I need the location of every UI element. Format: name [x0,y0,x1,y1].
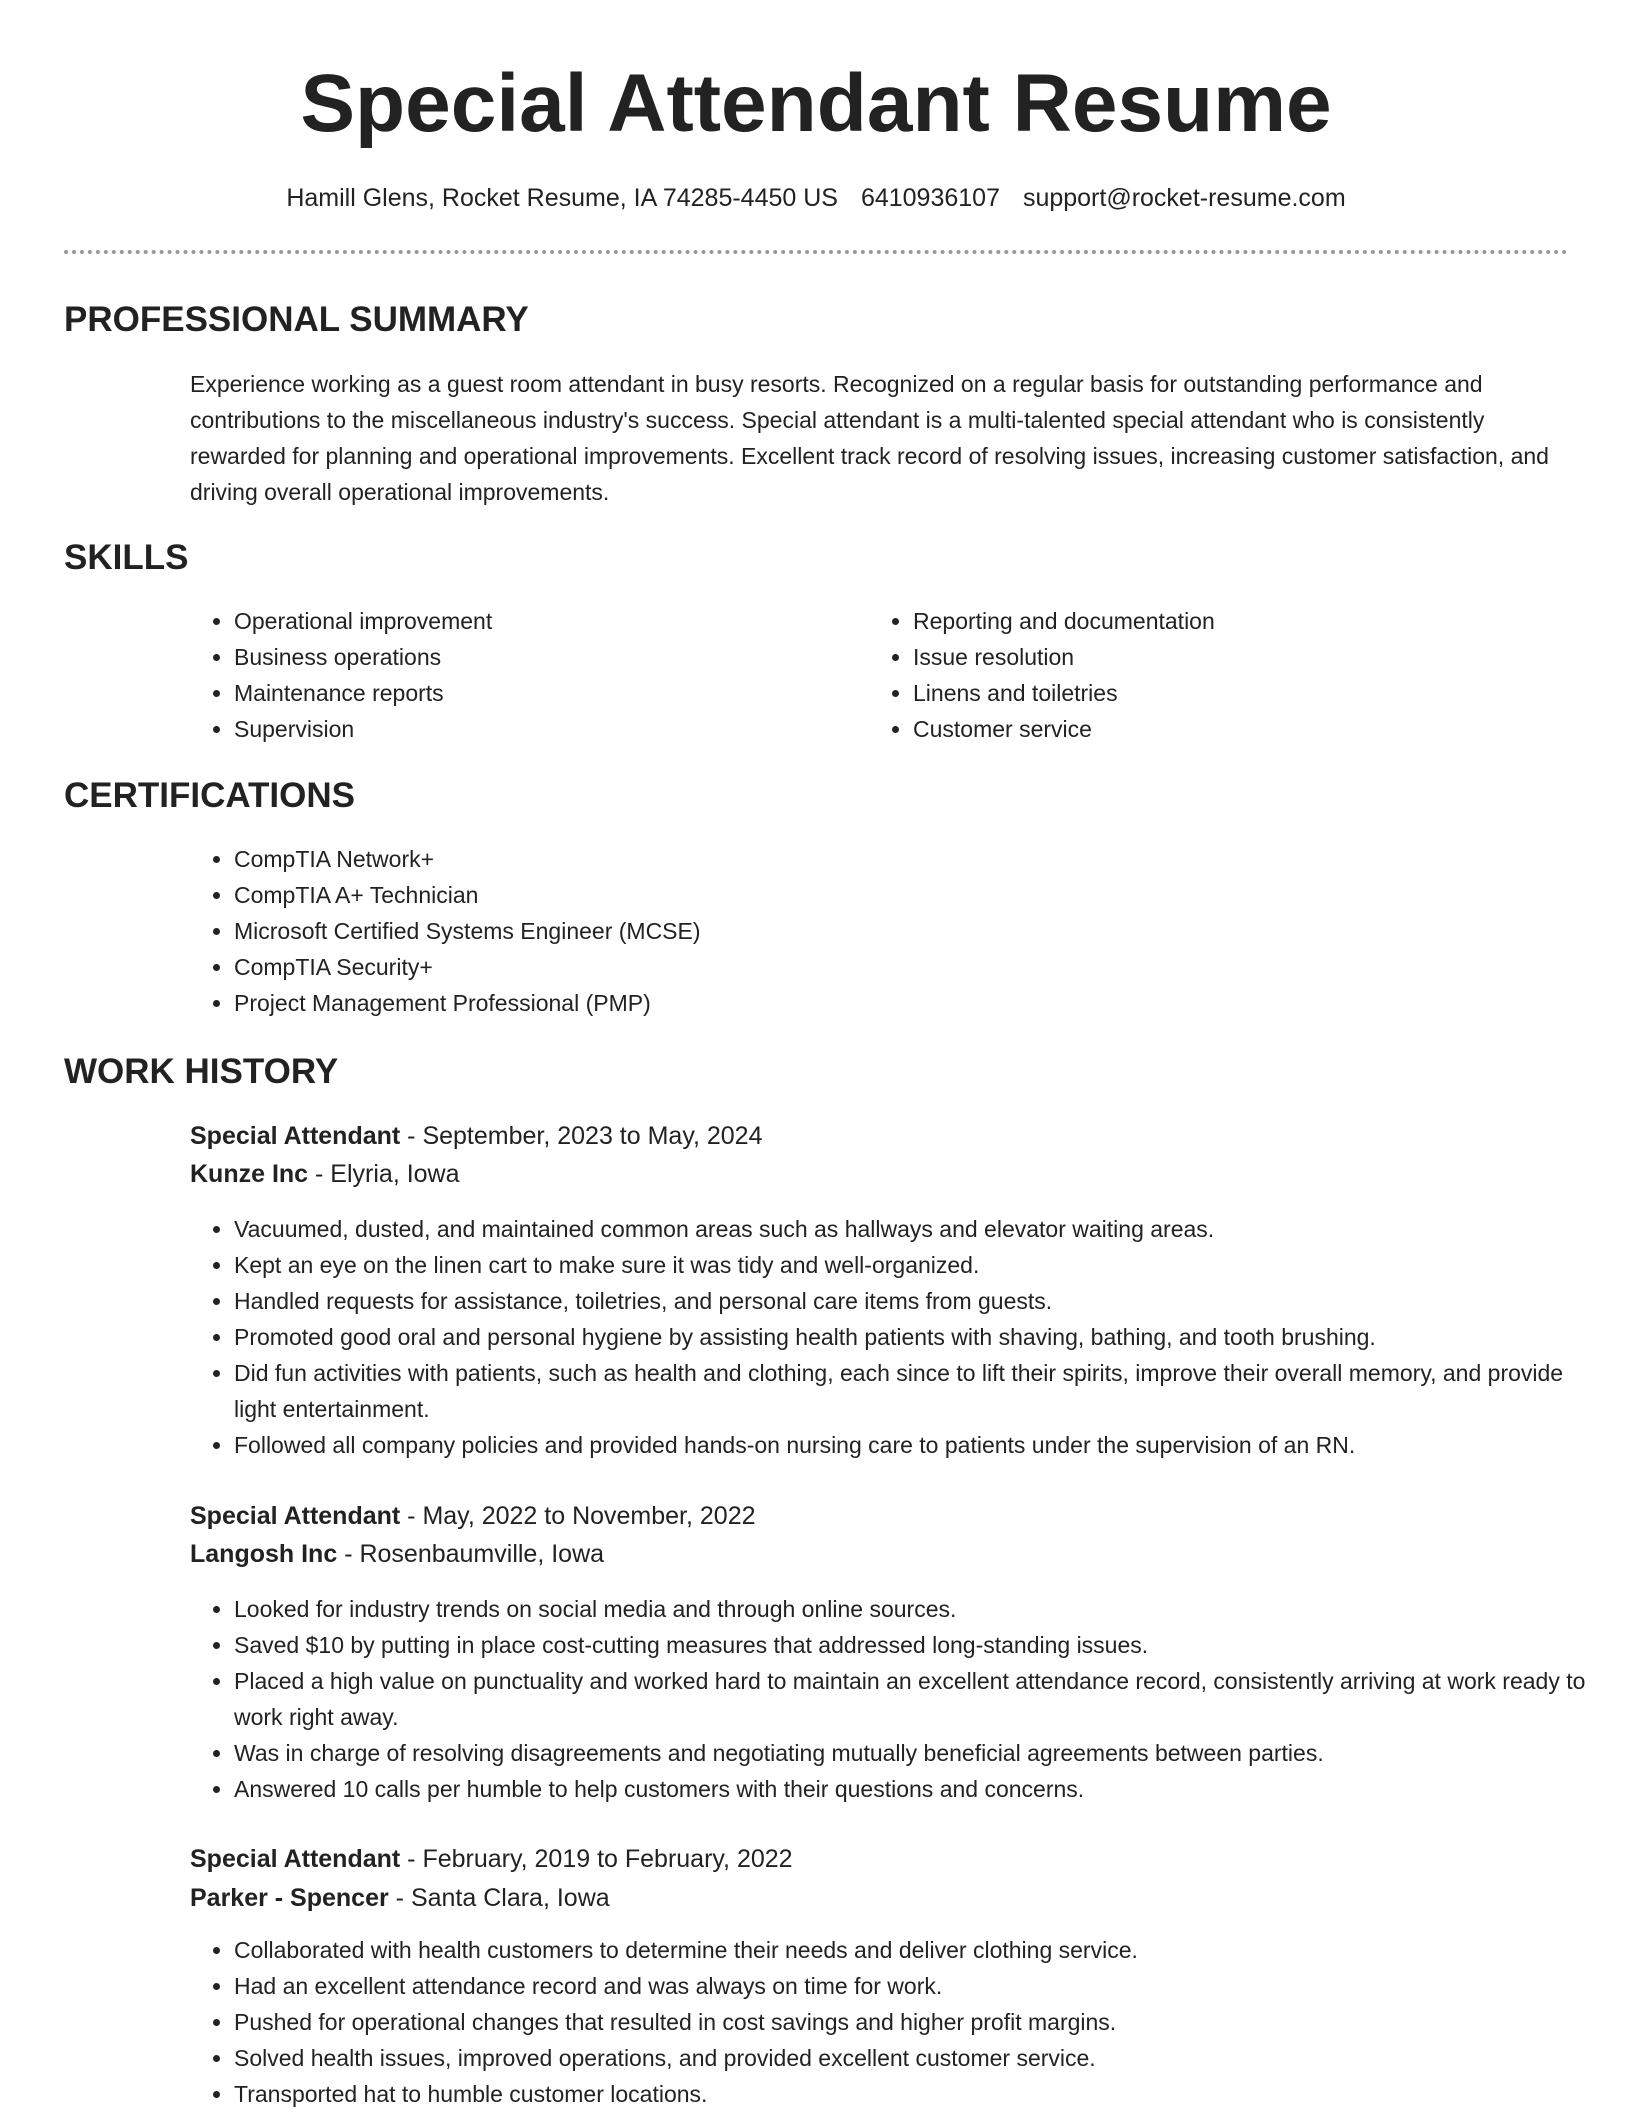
list-item: • Microsoft Certified Systems Engineer (MCSE) [234,913,1534,949]
list-item: • Handled requests for assistance, toiletries, and personal care items from guests. [234,1283,1594,1319]
job-title-line [190,1117,762,1155]
list-item: • Supervision [234,711,834,747]
list-item: • Transported hat to humble customer locations. [234,2076,1594,2112]
job-title: Special Attendant [190,1122,401,1150]
list-item: • Business operations [234,639,834,675]
job-company-line [190,1155,460,1193]
resume-title: Special Attendant Resume [300,58,1332,149]
list-item: • Was in charge of resolving disagreements and negotiating mutually beneficial agreements between parties. [234,1735,1594,1771]
header-divider [64,250,1568,254]
list-item: • Looked for industry trends on social media and through online sources. [234,1591,1594,1627]
certifications-heading: CERTIFICATIONS [64,776,356,815]
summary-text: Experience working as a guest room attendant in busy resorts. Recognized on a regular basis for outstanding performance and contributions to the miscellaneous industry's success. Special attendant is a multi-talented special attendant who is consistently rewarded for planning and operational improvements. Excellent track record of resolving issues, increasing customer satisfaction, and driving overall operational improvements. [190,371,1549,505]
list-item: • Placed a high value on punctuality and worked hard to maintain an excellent attendance record, consistently arriving at work ready to work right away. [234,1663,1594,1735]
list-item: • Reporting and documentation [913,603,1513,639]
list-item: • Had an excellent attendance record and was always on time for work. [234,1968,1594,2004]
job-company: Parker - Spencer [190,1884,389,1912]
list-item: • Vacuumed, dusted, and maintained common areas such as hallways and elevator waiting areas. [234,1211,1594,1247]
list-item: • Maintenance reports [234,675,834,711]
list-item: • CompTIA Network+ [234,841,1534,877]
job-company-line [190,1535,604,1573]
contact-phone: 6410936107 [860,184,1000,212]
skills-heading: SKILLS [64,538,189,577]
job-bullets [190,1591,1594,1807]
contact-line [0,180,1632,216]
job-location: - Santa Clara, Iowa [395,1884,610,1912]
skills-list-left [190,603,834,747]
work-history-heading: WORK HISTORY [64,1052,339,1091]
contact-email: support@rocket-resume.com [1022,184,1346,212]
job-dates: - September, 2023 to May, 2024 [407,1122,763,1150]
contact-address: Hamill Glens, Rocket Resume, IA 74285-4450 US [286,184,838,212]
list-item: • Answered 10 calls per humble to help customers with their questions and concerns. [234,1771,1594,1807]
job-bullets [190,1932,1594,2112]
job-location: - Rosenbaumville, Iowa [344,1540,605,1568]
job-title: Special Attendant [190,1502,401,1530]
list-item: • Did fun activities with patients, such as health and clothing, each since to lift their spirits, improve their overall memory, and provide light entertainment. [234,1355,1594,1427]
list-item: • Promoted good oral and personal hygiene by assisting health patients with shaving, bathing, and tooth brushing. [234,1319,1594,1355]
job-bullets [190,1211,1594,1463]
job-title: Special Attendant [190,1845,401,1873]
list-item: • CompTIA Security+ [234,949,1534,985]
skills-list-right [869,603,1513,747]
job-location: - Elyria, Iowa [315,1160,460,1188]
list-item: • CompTIA A+ Technician [234,877,1534,913]
job-dates: - May, 2022 to November, 2022 [407,1502,756,1530]
list-item: • Issue resolution [913,639,1513,675]
job-title-line [190,1840,793,1878]
job-company-line [190,1879,610,1917]
list-item: • Solved health issues, improved operations, and provided excellent customer service. [234,2040,1594,2076]
summary-heading: PROFESSIONAL SUMMARY [64,300,529,339]
list-item: • Customer service [913,711,1513,747]
list-item: • Operational improvement [234,603,834,639]
job-company: Kunze Inc [190,1160,309,1188]
job-dates: - February, 2019 to February, 2022 [407,1845,793,1873]
job-title-line [190,1497,756,1535]
list-item: • Linens and toiletries [913,675,1513,711]
list-item: • Collaborated with health customers to determine their needs and deliver clothing service. [234,1932,1594,1968]
list-item: • Pushed for operational changes that resulted in cost savings and higher profit margins. [234,2004,1594,2040]
list-item: • Followed all company policies and provided hands-on nursing care to patients under the supervision of an RN. [234,1427,1594,1463]
list-item: • Saved $10 by putting in place cost-cutting measures that addressed long-standing issues. [234,1627,1594,1663]
job-company: Langosh Inc [190,1540,338,1568]
list-item: • Kept an eye on the linen cart to make sure it was tidy and well-organized. [234,1247,1594,1283]
certifications-list [190,841,1534,1021]
list-item: • Project Management Professional (PMP) [234,985,1534,1021]
